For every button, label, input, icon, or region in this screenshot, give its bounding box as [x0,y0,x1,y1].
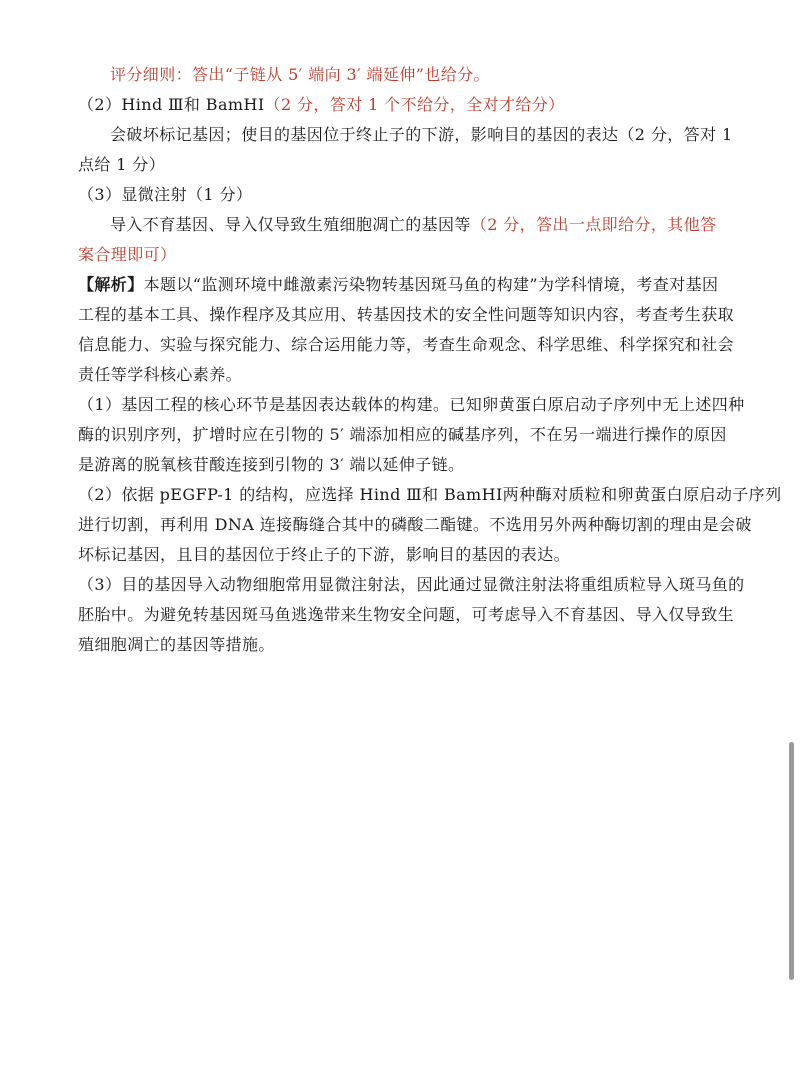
answer3-body-line2: 案合理即可） [78,245,177,264]
grading-note-quote: “子链从 5′ 端向 3′ 端延伸” [224,65,425,84]
answer2-body-line2: 点给 1 分） [78,155,166,174]
analysis-intro-line3: 信息能力、实验与探究能力、综合运用能力等，考查生命观念、科学思维、科学探究和社会 [78,335,735,354]
analysis-tag: 【解析】 [78,275,144,294]
answer3-body-main: 导入不育基因、导入仅导致生殖细胞凋亡的基因等 [110,215,471,234]
analysis-p3-line1: （3）目的基因导入动物细胞常用显微注射法，因此通过显微注射法将重组质粒导入斑马鱼的 [78,575,745,594]
answer2-points: （2 分，答对 1 个不给分，全对才给分） [264,95,565,114]
answer2-heading [78,90,726,120]
vertical-scrollbar[interactable] [789,742,794,980]
analysis-intro-line2: 工程的基本工具、操作程序及其应用、转基因技术的安全性问题等知识内容，考查考生获取 [78,305,735,324]
analysis-p1-line2: 酶的识别序列，扩增时应在引物的 5′ 端添加相应的碱基序列，不在另一端进行操作的原因 [78,425,727,444]
answer3-heading: （3）显微注射（1 分） [78,185,253,204]
answer3-body-line1 [78,210,726,240]
analysis-intro-line4: 责任等学科核心素养。 [78,365,243,384]
grading-note-suffix: 也给分。 [424,65,490,84]
document-page [78,60,782,660]
analysis-p3-line2: 胚胎中。为避免转基因斑马鱼逃逸带来生物安全问题，可考虑导入不育基因、导入仅导致生 [78,605,735,624]
answer2-label: （2）Hind Ⅲ和 BamHⅠ [78,95,265,114]
analysis-intro-text1: 本题以“监测环境中雌激素污染物转基因斑马鱼的构建”为学科情境，考查对基因 [143,275,719,294]
analysis-p2-line2: 进行切割，再利用 DNA 连接酶缝合其中的磷酸二酯键。不选用另外两种酶切割的理由是会破 [78,515,752,534]
analysis-p2-line1: （2）依据 pEGFP-1 的结构，应选择 Hind Ⅲ和 BamHⅠ两种酶对质粒和卵黄蛋白原启动子序列 [78,485,782,504]
analysis-p1-line1: （1）基因工程的核心环节是基因表达载体的构建。已知卵黄蛋白原启动子序列中无上述四种 [78,395,745,414]
grading-note [78,60,726,90]
analysis-p2-line3: 坏标记基因，且目的基因位于终止子的下游，影响目的基因的表达。 [78,545,571,564]
analysis-intro-line1 [78,270,726,300]
grading-note-prefix: 评分细则：答出 [110,65,225,84]
answer2-body-line1: 会破坏标记基因；使目的基因位于终止子的下游，影响目的基因的表达（2 分，答对 1 [110,125,733,144]
answer3-body-points: （2 分，答出一点即给分，其他答 [470,215,717,234]
analysis-p1-line3: 是游离的脱氧核苷酸连接到引物的 3′ 端以延伸子链。 [78,455,465,474]
analysis-p3-line3: 殖细胞凋亡的基因等措施。 [78,635,275,654]
